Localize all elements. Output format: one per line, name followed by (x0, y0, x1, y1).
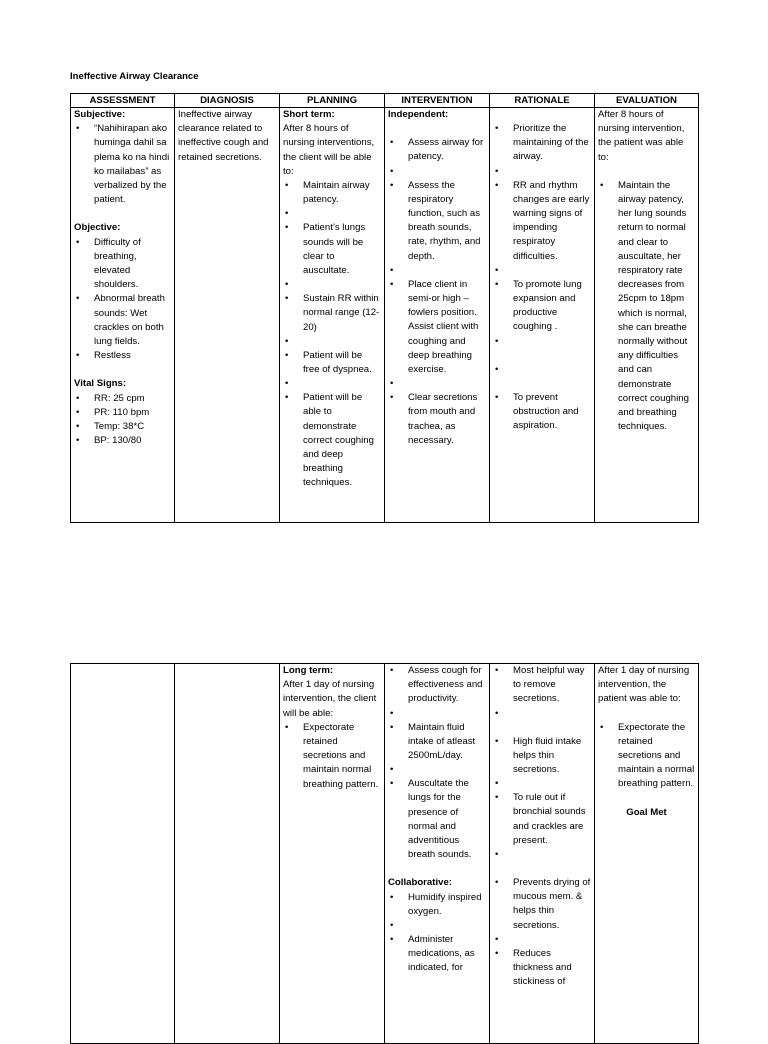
intervention-list (388, 664, 486, 862)
collaborative-list (388, 891, 486, 976)
list-item: • To prevent obstruction and aspiration. (493, 391, 591, 434)
rationale-cell (490, 108, 595, 523)
intervention-cell (385, 664, 490, 1044)
list-item: • Auscultate the lungs for the presence of normal and adventitious breath sounds. (388, 777, 486, 862)
list-item: • Expectorate the retained secretions and maintain a normal breathing pattern. (598, 721, 695, 792)
header-evaluation: EVALUATION (595, 94, 699, 108)
planning-cell (280, 664, 385, 1044)
list-item: • Maintain airway patency. (283, 179, 381, 207)
list-item: • Patient’s lungs sounds will be clear to auscultate. (283, 221, 381, 278)
list-item: • Sustain RR within normal range (12-20) (283, 292, 381, 335)
goal-status: Goal Met (626, 806, 667, 818)
rationale-cell (490, 664, 595, 1044)
list-item: • Maintain the airway patency, her lung sounds return to normal and clear to auscultate, her respiratory rate decreases from 25cpm to 18pm which is normal, she can breathe normally without any difficulties and can demonstrate correct coughing and breathing techniques. (598, 179, 695, 435)
list-item: • Assess the respiratory function, such as breath sounds, rate, rhythm, and depth. (388, 179, 486, 264)
vitals-label: Vital Signs: (74, 378, 127, 390)
long-term-label: Long term: (283, 665, 334, 676)
header-rationale: RATIONALE (490, 94, 595, 108)
rationale-list (493, 664, 591, 989)
list-item: • “Nahihirapan ako huminga dahil sa plema ko na hindi ko mailabas” as verbalized by the patient. (74, 122, 171, 207)
care-plan-table-2 (70, 663, 699, 1044)
list-item: • Clear secretions from mouth and trachea, as necessary. (388, 391, 486, 448)
subjective-list (74, 122, 171, 207)
intervention-list (388, 136, 486, 448)
header-intervention: INTERVENTION (385, 94, 490, 108)
header-row (71, 94, 699, 108)
list-item: • Difficulty of breathing, elevated shoulders. (74, 236, 171, 293)
assessment-cell (71, 108, 175, 523)
list-item: • Place client in semi-or high – fowlers position. Assist client with coughing and deep breathing exercise. (388, 278, 486, 377)
diagnosis-cell (175, 664, 280, 1044)
planning-cell (280, 108, 385, 523)
planning-intro: After 8 hours of nursing interventions, the client will be able to: (283, 123, 375, 177)
subjective-label: Subjective: (74, 109, 126, 120)
planning-intro: After 1 day of nursing intervention, the client will be able: (283, 679, 377, 719)
list-item: • Abnormal breath sounds: Wet crackles on both lung fields. (74, 292, 171, 349)
independent-label: Independent: (388, 109, 449, 120)
list-item: • Patient will be free of dyspnea. (283, 349, 381, 377)
planning-list (283, 721, 381, 792)
header-planning: PLANNING (280, 94, 385, 108)
list-item: • Assess airway for patency. (388, 136, 486, 164)
collaborative-label: Collaborative: (388, 877, 452, 889)
table-row (71, 664, 699, 1044)
intervention-cell (385, 108, 490, 523)
vitals-list (74, 392, 171, 449)
evaluation-list (598, 721, 695, 792)
assessment-cell (71, 664, 175, 1044)
list-item: • Patient will be able to demonstrate correct coughing and deep breathing techniques. (283, 391, 381, 490)
objective-label: Objective: (74, 222, 121, 234)
list-item: • Temp: 38*C (74, 420, 171, 434)
rationale-list (493, 122, 591, 433)
header-assessment: ASSESSMENT (71, 94, 175, 108)
list-item: • Humidify inspired oxygen. (388, 891, 486, 919)
list-item: • Expectorate retained secretions and maintain normal breathing pattern. (283, 721, 381, 792)
list-item: • PR: 110 bpm (74, 406, 171, 420)
short-term-label: Short term: (283, 109, 335, 120)
list-item: • Maintain fluid intake of atleast 2500mL/day. (388, 721, 486, 764)
evaluation-list (598, 179, 695, 435)
table-row (71, 108, 699, 523)
diagnosis-text: Ineffective airway clearance related to ineffective cough and retained secretions. (178, 109, 269, 163)
list-item: • Reduces thickness and stickiness of (493, 947, 591, 990)
list-item: • BP: 130/80 (74, 434, 171, 448)
list-item: • Most helpful way to remove secretions. (493, 664, 591, 707)
evaluation-cell (595, 664, 699, 1044)
page-title: Ineffective Airway Clearance (70, 71, 199, 82)
evaluation-intro: After 8 hours of nursing intervention, the patient was able to: (598, 109, 685, 163)
list-item: • To rule out if bronchial sounds and crackles are present. (493, 791, 591, 848)
list-item: • To promote lung expansion and productive coughing . (493, 278, 591, 335)
objective-list (74, 236, 171, 364)
list-item: • High fluid intake helps thin secretions. (493, 735, 591, 778)
header-diagnosis: DIAGNOSIS (175, 94, 280, 108)
evaluation-cell (595, 108, 699, 523)
list-item: • Restless (74, 349, 171, 363)
care-plan-table-1 (70, 93, 699, 523)
list-item: • Prevents drying of mucous mem. & helps thin secretions. (493, 876, 591, 933)
list-item: • Administer medications, as indicated, for (388, 933, 486, 976)
list-item: • RR: 25 cpm (74, 392, 171, 406)
planning-list (283, 179, 381, 491)
evaluation-intro: After 1 day of nursing intervention, the patient was able to: (598, 665, 690, 705)
list-item: • Assess cough for effectiveness and productivity. (388, 664, 486, 707)
list-item: • Prioritize the maintaining of the airway. (493, 122, 591, 165)
list-item: • RR and rhythm changes are early warning signs of impending respiratoy difficulties. (493, 179, 591, 264)
diagnosis-cell (175, 108, 280, 523)
